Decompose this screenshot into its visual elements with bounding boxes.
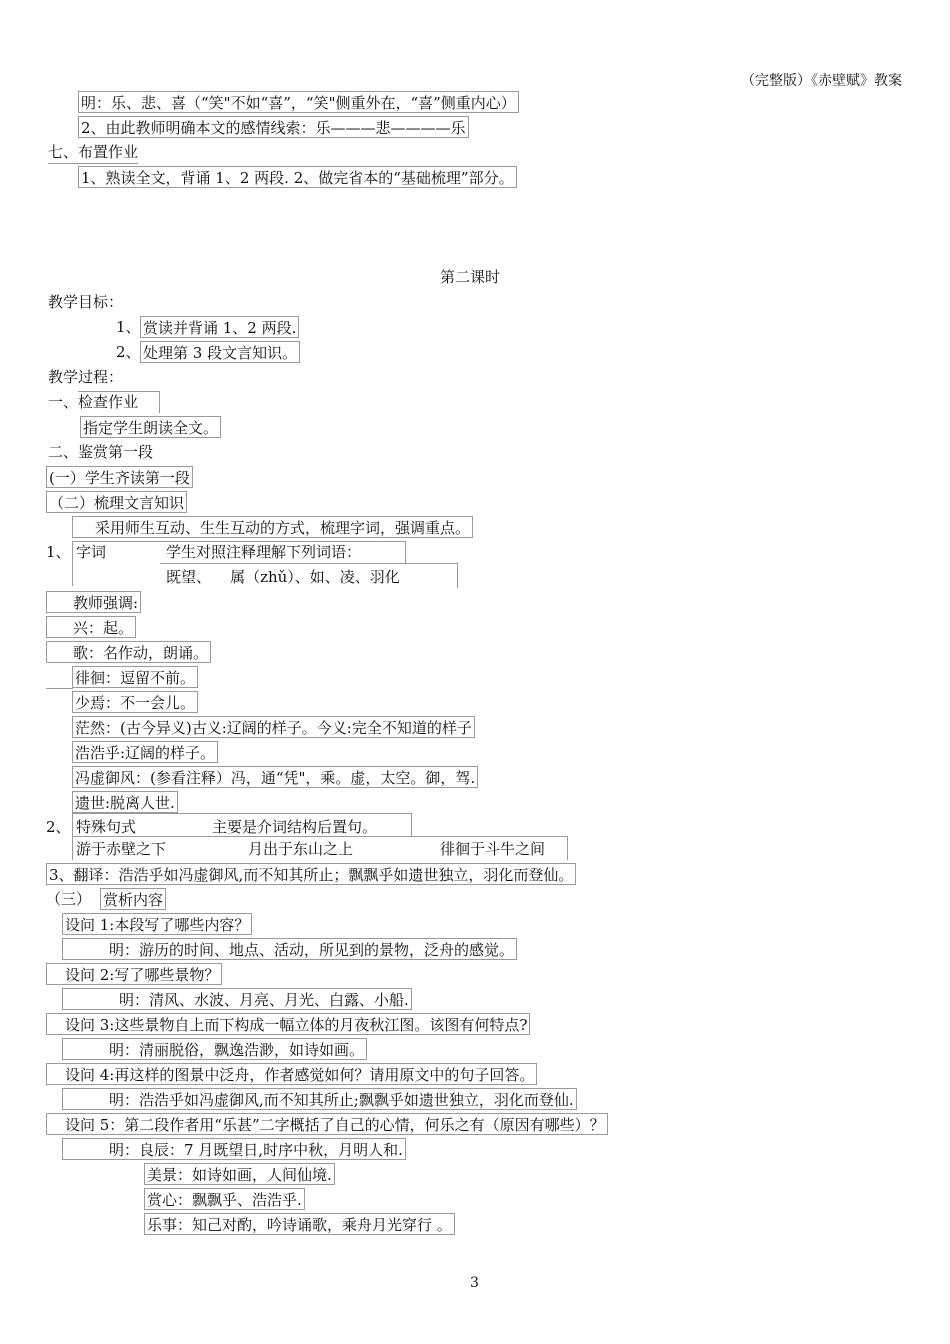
text-line: 兴：起。 <box>46 616 136 638</box>
goal-number: 2、 <box>116 343 141 361</box>
question: 设问 5：第二段作者用“乐甚”二字概括了自己的心情，何乐之有（原因有哪些）？ <box>46 1113 608 1135</box>
text-line: 学生对照注释理解下列词语： <box>166 543 362 561</box>
answer: 明：浩浩乎如冯虚御风,而不知其所止;飘飘乎如遗世独立，羽化而登仙. <box>62 1088 577 1110</box>
sub-heading-number: （三） <box>46 890 92 908</box>
example-sentence: 徘徊于斗牛之间 <box>440 840 546 858</box>
section-heading: 二、鉴赏第一段 <box>48 443 154 461</box>
goal-item: 处理第 3 段文言知识。 <box>140 341 300 363</box>
question: 设问 3:这些景物自上而下构成一幅立体的月夜秋江图。该图有何特点? <box>46 1013 530 1035</box>
section-heading: 一、检查作业 <box>48 393 139 411</box>
goal-item: 赏读并背诵 1、2 两段. <box>140 316 299 338</box>
answer: 明：清丽脱俗，飘逸浩渺，如诗如画。 <box>62 1038 367 1060</box>
text-line: 歌：名作动，朗诵。 <box>46 641 211 663</box>
text-line: 教师强调: <box>46 591 141 613</box>
page-number: 3 <box>470 1275 479 1291</box>
answer: 明：游历的时间、地点、活动，所见到的景物，泛舟的感觉。 <box>62 938 517 960</box>
item-number: 1、 <box>46 543 71 561</box>
sub-heading: (一）学生齐读第一段 <box>46 466 193 488</box>
goal-number: 1、 <box>116 318 141 336</box>
sub-heading: （二）梳理文言知识 <box>46 491 187 513</box>
item-label: 特殊句式 <box>76 818 137 836</box>
text-line: 主要是介词结构后置句。 <box>212 818 378 836</box>
text-line: 遗世:脱离人世. <box>72 791 178 813</box>
text-line: 徘徊：逗留不前。 <box>72 666 198 688</box>
page-header: （完整版）《赤壁赋》教案 <box>741 73 902 89</box>
question: 设问 4:再这样的图景中泛舟，作者感觉如何？请用原文中的句子回答。 <box>46 1063 537 1085</box>
section-heading: 七、布置作业 <box>48 141 138 164</box>
question: 设问 1:本段写了哪些内容？ <box>62 913 252 935</box>
lesson-title: 第二课时 <box>440 268 501 286</box>
text-line: 浩浩乎:辽阔的样子。 <box>72 741 218 763</box>
goals-label: 教学目标： <box>48 293 124 311</box>
answer-detail: 赏心：飘飘乎、浩浩乎. <box>144 1188 305 1210</box>
answer-detail: 美景：如诗如画，人间仙境. <box>144 1163 335 1185</box>
item-number: 2、 <box>46 818 71 836</box>
example-sentence: 月出于东山之上 <box>248 840 354 858</box>
answer: 明：清风、水波、月亮、月光、白露、小船. <box>62 988 412 1010</box>
homework-line: 1、熟读全文，背诵 1、2 两段. 2、做完省本的“基础梳理”部分。 <box>78 166 517 188</box>
text-line: 采用师生互动、生生互动的方式，梳理字词，强调重点。 <box>72 516 473 538</box>
item-label: 字词 <box>76 543 107 561</box>
question: 设问 2:写了哪些景物？ <box>46 963 222 985</box>
answer-detail: 乐事：知己对酌，吟诗诵歌，乘舟月光穿行 。 <box>144 1213 455 1235</box>
process-label: 教学过程： <box>48 368 124 386</box>
answer: 明：良辰：7 月既望日,时序中秋，月明人和. <box>62 1138 406 1160</box>
translation-line: 3、翻译：浩浩乎如冯虚御风,而不知其所止；飘飘乎如遗世独立，羽化而登仙。 <box>46 863 576 885</box>
text-line: 指定学生朗读全文。 <box>80 416 221 438</box>
text-line: 2、由此教师明确本文的感情线索：乐———悲————乐 <box>78 116 469 138</box>
text-line: 少焉：不一会儿。 <box>72 691 198 713</box>
text-line: 明：乐、悲、喜（“笑"不如“喜”，“笑"侧重外在，“喜”侧重内心） <box>78 91 519 113</box>
example-sentence: 游于赤壁之下 <box>76 840 167 858</box>
sub-heading: 赏析内容 <box>100 888 166 910</box>
word-list: 既望、 属（zhǔ）、如、凌、羽化 <box>166 568 400 586</box>
text-line: 茫然：(古今异义)古义:辽阔的样子。今义:完全不知道的样子 <box>72 716 475 738</box>
text-line: 冯虚御风：(参看注释）冯，通“凭"，乘。虚，太空。御，驾. <box>72 766 478 788</box>
